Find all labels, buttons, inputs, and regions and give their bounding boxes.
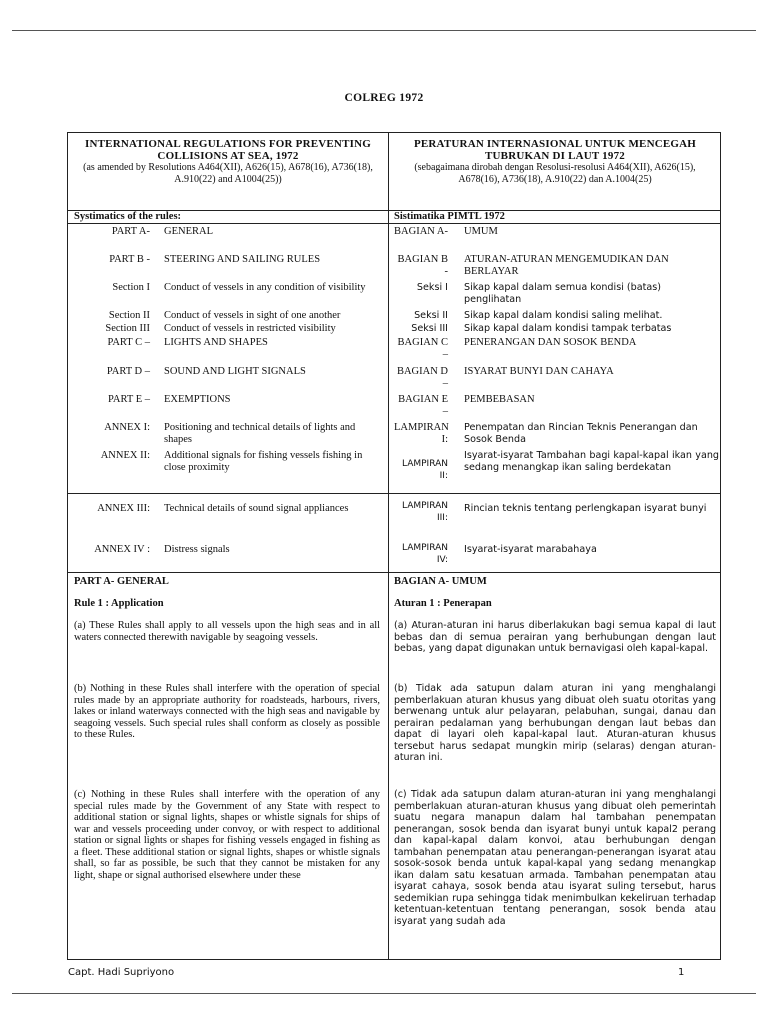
toc-item-title: PENERANGAN DAN SOSOK BENDA	[464, 337, 637, 348]
toc-item-id: ANNEX IV :	[94, 544, 150, 555]
part-a-heading-en: PART A- GENERAL	[74, 576, 169, 587]
toc-item-title: PEMBEBASAN	[464, 394, 535, 405]
toc-item-id: LAMPIRAN I:	[394, 422, 449, 445]
indonesian-amendments: (sebagaimana dirobah dengan Resolusi-resolusi A464(XII), A626(15), A678(16), A736(18), A.910(22) dan A.1004(25)	[414, 162, 696, 185]
rule-1-title-id: Aturan 1 : Penerapan	[394, 598, 492, 609]
toc-item-id: LAMPIRAN II:	[401, 459, 448, 481]
toc-item-id: BAGIAN B -	[397, 254, 448, 277]
toc-item-id: Seksi II	[414, 310, 448, 321]
toc-item-title: Isyarat-isyarat marabahaya	[464, 544, 597, 555]
toc-item-id: BAGIAN A-	[394, 226, 448, 237]
toc-item-title: STEERING AND SAILING RULES	[164, 254, 321, 265]
toc-item-id: PART A-	[111, 226, 150, 237]
systematics-label-id: Sistimatika PIMTL 1972	[394, 211, 505, 222]
toc-item-title: Distress signals	[164, 544, 230, 555]
toc-item-title: Sikap kapal dalam semua kondisi (batas) penglihatan	[464, 282, 661, 305]
indonesian-title: PERATURAN INTERNASIONAL UNTUK MENCEGAH TUBRUKAN DI LAUT 1972	[413, 138, 697, 162]
toc-item-title: Conduct of vessels in sight of one another	[164, 310, 341, 321]
toc-item-id: BAGIAN D –	[396, 366, 448, 389]
toc-item-id: ANNEX III:	[97, 503, 150, 514]
footer-author: Capt. Hadi Supriyono	[68, 967, 175, 978]
rule-1-para-c-id: (c) Tidak ada satupun dalam aturan-aturan ini yang menghalangi pemberlakuan aturan-aturan khusus yang dibuat oleh pemerintah suatu negara manapun dalam hal tambahan penempatan penerangan, sosok benda dan isyarat bunyi untuk kapal2 perang dan kapal-kapal dalam konvoi, atau berhubungan dengan tambahan penempatan atau penerangan-penerangan isyarat atau sosok-sosok benda untuk kapal-kapal yang sedang menangkap ikan dalam satu kesatuan armada. Tambahan penempatan atau isyarat cahaya, sosok benda atau isyarat suling tersebut, harus sedemikian rupa sehingga tidak menimbulkan kekeliruan terhadap ketentuan-ketentuan tentang penerangan, sosok benda atau isyarat yang sudah ada	[394, 789, 716, 928]
systematics-label-en: Systimatics of the rules:	[74, 211, 182, 222]
toc-item-title: Technical details of sound signal appliances	[164, 503, 349, 514]
toc-item-id: Seksi III	[411, 323, 448, 334]
toc-item-id: PART B -	[109, 254, 150, 265]
toc-item-title: ISYARAT BUNYI DAN CAHAYA	[464, 366, 614, 377]
page-title: COLREG 1972	[344, 92, 424, 104]
toc-item-title: EXEMPTIONS	[164, 394, 231, 405]
top-rule	[12, 30, 756, 31]
toc-item-title: Conduct of vessels in restricted visibility	[164, 323, 336, 334]
toc-item-title: UMUM	[464, 226, 498, 237]
toc-item-title: Additional signals for fishing vessels fishing in close proximity	[164, 450, 363, 473]
rule-1-para-b-id: (b) Tidak ada satupun dalam aturan ini yang menghalangi pemberlakuan aturan khusus yang dibuat oleh suatu otoritas yang berwenang untuk alur pelayaran, pelabuhan, sungai, danau dan perairan pedalaman yang berhubungan dengan laut bebas dan dapat di layari oleh kapal-kapal laut. Aturan-aturan khusus tersebut harus sedapat mungkin mirip (selaras) dengan aturan-aturan ini.	[394, 683, 716, 764]
toc-item-id: Section III	[105, 323, 150, 334]
toc-item-id: Section I	[112, 282, 150, 293]
toc-item-title: SOUND AND LIGHT SIGNALS	[164, 366, 306, 377]
toc-item-id: Section II	[108, 310, 150, 321]
toc-item-title: Conduct of vessels in any condition of visibility	[164, 282, 366, 293]
toc-item-id: PART E –	[108, 394, 150, 405]
toc-item-id: ANNEX I:	[104, 422, 150, 433]
toc-item-id: PART D –	[106, 366, 150, 377]
toc-item-title: ATURAN-ATURAN MENGEMUDIKAN DAN BERLAYAR	[464, 254, 669, 277]
toc-item-title: Sikap kapal dalam kondisi tampak terbatas	[464, 323, 672, 334]
toc-item-id: Seksi I	[416, 282, 448, 293]
toc-item-title: GENERAL	[164, 226, 213, 237]
bilingual-table	[67, 132, 721, 960]
toc-item-id: PART C –	[107, 337, 150, 348]
toc-item-id: BAGIAN C –	[397, 337, 448, 360]
toc-item-title: Isyarat-isyarat Tambahan bagi kapal-kapal ikan yang sedang menangkap ikan saling berdekatan	[464, 450, 719, 473]
english-amendments: (as amended by Resolutions A464(XII), A626(15), A678(16), A736(18), A.910(22) and A1004(25))	[83, 162, 373, 185]
toc-item-title: Rincian teknis tentang perlengkapan isyarat bunyi	[464, 503, 707, 514]
english-title: INTERNATIONAL REGULATIONS FOR PREVENTING COLLISIONS AT SEA, 1972	[85, 138, 371, 162]
rule-1-para-a-en: (a) These Rules shall apply to all vessels upon the high seas and in all waters connected therewith navigable by seagoing vessels.	[74, 620, 380, 643]
rule-1-para-a-id: (a) Aturan-aturan ini harus diberlakukan bagi semua kapal di laut bebas dan di semua perairan yang berhubungan dengan laut bebas, yang dapat digunakan untuk bernavigasi oleh kapal-kapal.	[394, 620, 716, 655]
toc-item-id: BAGIAN E –	[398, 394, 448, 417]
toc-item-title: Sikap kapal dalam kondisi saling melihat.	[464, 310, 663, 321]
toc-item-id: LAMPIRAN III:	[401, 501, 448, 523]
bottom-rule	[12, 993, 756, 994]
toc-item-title: LIGHTS AND SHAPES	[164, 337, 268, 348]
rule-1-para-c-en: (c) Nothing in these Rules shall interfere with the operation of any special rules made by the Government of any State with respect to additional station or signal lights, shapes or whistle signals for ships of war and vessels proceeding under convoy, or with respect to additional station or signal lights or shapes for fishing vessels engaged in fishing as a fleet. These additional station or signal lights, shapes or whistle signals shall, so far as possible, be such that they cannot be mistaken for any light, shape or signal authorised elsewhere under these	[74, 789, 380, 881]
toc-item-title: Positioning and technical details of lights and shapes	[164, 422, 356, 445]
rule-1-para-b-en: (b) Nothing in these Rules shall interfere with the operation of special rules made by an appropriate authority for roadsteads, harbours, rivers, lakes or inland waterways connected with the high seas and navigable by seagoing vessels. Such special rules shall conform as closely as possible to these Rules.	[74, 683, 380, 741]
rule-1-title-en: Rule 1 : Application	[74, 598, 164, 609]
toc-item-title: Penempatan dan Rincian Teknis Penerangan dan Sosok Benda	[464, 422, 698, 445]
toc-item-id: LAMPIRAN IV:	[401, 543, 448, 565]
toc-item-id: ANNEX II:	[100, 450, 150, 461]
part-a-heading-id: BAGIAN A- UMUM	[394, 576, 487, 587]
page-number: 1	[678, 967, 685, 978]
